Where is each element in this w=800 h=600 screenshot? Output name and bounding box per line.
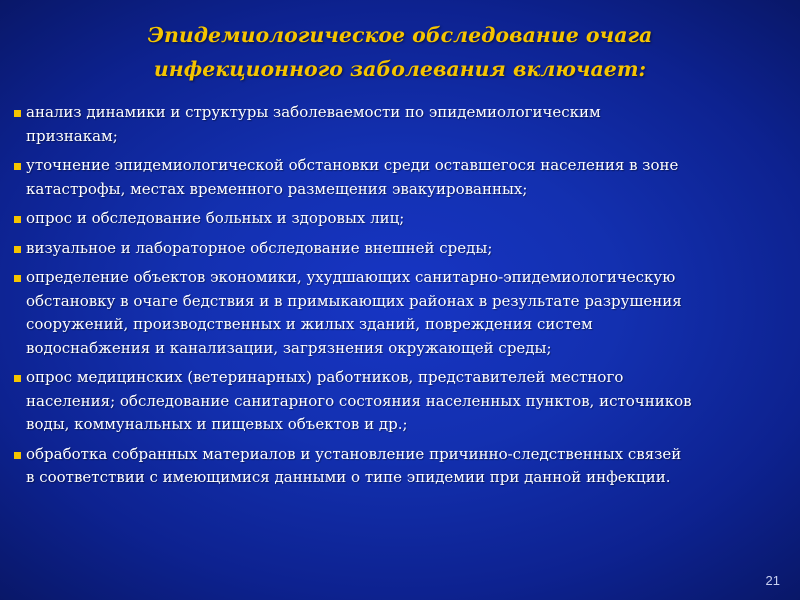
bullet-text-line: водоснабжения и канализации, загрязнения окружающей среды; bbox=[26, 338, 552, 357]
bullet-text-line: обстановку в очаге бедствия и в примыкающих районах в результате разрушения bbox=[26, 291, 682, 310]
bullet-text-line: воды, коммунальных и пищевых объектов и др.; bbox=[26, 415, 408, 433]
bullet-text-line: опрос медицинских (ветеринарных) работников, представителей местного bbox=[26, 368, 624, 386]
bullet-text-line: опрос и обследование больных и здоровых лиц; bbox=[26, 209, 405, 227]
square-bullet-icon bbox=[14, 452, 21, 459]
slide-title-line-2: инфекционного заболевания включает: bbox=[153, 57, 647, 81]
bullet-item-2 bbox=[14, 154, 784, 201]
square-bullet-icon bbox=[14, 246, 21, 253]
bullet-text-line: населения; обследование санитарного состояния населенных пунктов, источников bbox=[26, 391, 692, 410]
bullet-item-7 bbox=[14, 443, 784, 490]
square-bullet-icon bbox=[14, 216, 21, 223]
bullet-item-6 bbox=[14, 366, 784, 437]
bullet-text-line: анализ динамики и структуры заболеваемости по эпидемиологическим bbox=[26, 103, 601, 121]
square-bullet-icon bbox=[14, 275, 21, 282]
bullet-text-line: обработка собранных материалов и установление причинно-следственных связей bbox=[26, 444, 682, 463]
bullet-item-1 bbox=[14, 101, 784, 148]
bullet-text-line: уточнение эпидемиологической обстановки среди оставшегося населения в зоне bbox=[26, 156, 679, 174]
bullet-text-line: определение объектов экономики, ухудшающих санитарно-эпидемиологическую bbox=[26, 268, 676, 286]
bullet-text-line: визуальное и лабораторное обследование внешней среды; bbox=[26, 238, 493, 257]
square-bullet-icon bbox=[14, 375, 21, 382]
bullet-list bbox=[14, 101, 784, 496]
square-bullet-icon bbox=[14, 163, 21, 170]
bullet-text-line: сооружений, производственных и жилых зданий, повреждения систем bbox=[26, 315, 593, 333]
bullet-text-line: в соответствии с имеющимися данными о типе эпидемии при данной инфекции. bbox=[26, 468, 671, 486]
square-bullet-icon bbox=[14, 110, 21, 117]
bullet-text-line: катастрофы, местах временного размещения эвакуированных; bbox=[26, 179, 528, 198]
bullet-text-line: признакам; bbox=[26, 126, 118, 145]
page-number: 21 bbox=[765, 573, 780, 588]
bullet-item-4 bbox=[14, 237, 784, 261]
bullet-item-3 bbox=[14, 207, 784, 231]
bullet-item-5 bbox=[14, 266, 784, 360]
slide-title-line-1: Эпидемиологическое обследование очага bbox=[147, 23, 653, 47]
slide-title bbox=[0, 18, 800, 86]
